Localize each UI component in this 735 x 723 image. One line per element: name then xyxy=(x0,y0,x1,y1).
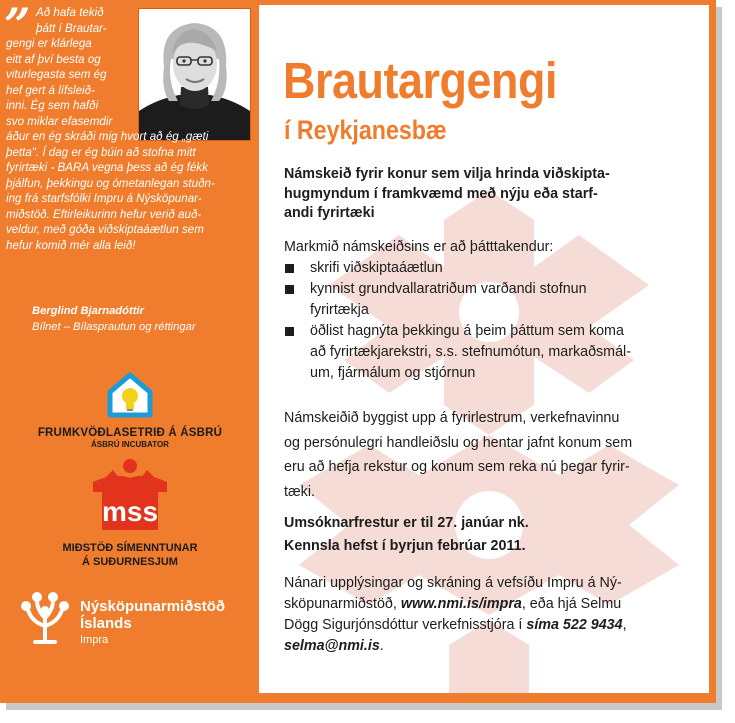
list-item-line: öðlist hagnýta þekkingu á þeim þáttum sem koma xyxy=(310,323,624,339)
quote-line: miðstöð. Eftirleikurinn hefur verið auð- xyxy=(6,207,202,221)
quote-line: þjálfun, þekkingu og ómetanlegan stuðn- xyxy=(6,176,215,190)
mss-logo xyxy=(30,456,230,569)
list-item-line: um, fjármálum og stjórnun xyxy=(310,365,476,381)
logo1-title: FRUMKVÖÐLASETRIÐ Á ÁSBRÚ xyxy=(37,427,223,439)
mss-mark-icon xyxy=(75,456,185,536)
bullet-square-icon xyxy=(285,327,294,336)
quote-line: hefur komið mér alla leið! xyxy=(6,238,136,252)
list-item xyxy=(284,258,696,279)
contact-line xyxy=(284,615,704,636)
start-line: Kennsla hefst í byrjun febrúar 2011. xyxy=(284,537,526,554)
course-description xyxy=(284,406,696,504)
logo2-line1: MIÐSTÖÐ SÍMENNTUNAR xyxy=(62,542,198,554)
quote-line: svo miklar efasemdir xyxy=(6,114,113,128)
quote-line: viturlegasta sem ég xyxy=(6,68,107,81)
list-item-line: skrifi viðskiptaáætlun xyxy=(310,260,443,276)
logo3-country: Íslands xyxy=(80,615,132,632)
quote-line: hef gert á lífsleið- xyxy=(6,83,95,97)
list-item xyxy=(284,321,696,384)
quote-mark-icon: ” xyxy=(4,0,31,52)
author-name: Berglind Bjarnadóttir xyxy=(32,305,144,317)
phone-number[interactable]: síma 522 9434 xyxy=(526,617,623,633)
quote-line: fyrirtæki - BARA vegna þess að ég fékk xyxy=(6,161,208,174)
deadline-line: Umsóknarfrestur er til 27. janúar nk. xyxy=(284,515,529,531)
contact-line xyxy=(284,636,704,657)
quote-line: Að hafa tekið xyxy=(36,6,104,19)
contact-text: , xyxy=(622,617,627,633)
goals-intro: Markmið námskeiðsins er að þátttakendur: xyxy=(284,239,554,255)
house-bulb-icon xyxy=(106,372,154,418)
quote-line: veldur, með góða viðskiptaáætlun sem xyxy=(6,223,204,236)
contact-line: Nánari upplýsingar og skráning á vefsíðu Impru á Ný- xyxy=(284,575,622,591)
logo2-line2: Á SUÐURNESJUM xyxy=(82,556,178,568)
page-title: Brautargengi xyxy=(283,52,558,109)
bullet-square-icon xyxy=(285,264,294,273)
lead-text xyxy=(284,165,689,224)
lead-line: hugmyndum í framkvæmd með nýju eða starf- xyxy=(284,185,598,202)
quote-line: eitt af því besta og xyxy=(6,52,101,66)
mss-mark-text: mss xyxy=(101,496,159,527)
para-line: tæki. xyxy=(284,483,315,500)
quote-line: áður en ég skráði mig hvort að ég „gæti xyxy=(6,130,209,143)
quote-line: þátt í Brautar- xyxy=(36,21,107,35)
contact-line xyxy=(284,594,704,615)
list-item xyxy=(284,279,696,321)
content-panel xyxy=(259,5,709,693)
contact-text: , eða hjá Selmu xyxy=(521,596,622,612)
goals-list xyxy=(284,258,696,384)
email-link[interactable]: selma@nmi.is xyxy=(284,638,380,654)
testimonial-author xyxy=(32,303,196,335)
quote-line: gengi er klárlega xyxy=(6,37,92,50)
page-subtitle: í Reykjanesbæ xyxy=(284,115,447,145)
para-line: og persónulegri handleiðslu og hentar jafnt konum sem xyxy=(284,434,633,451)
contact-text: sköpunarmiðstöð, xyxy=(284,596,401,612)
website-link[interactable]: www.nmi.is/impra xyxy=(400,596,522,612)
contact-info xyxy=(284,573,704,657)
quote-line: þetta". Í dag er ég búin að stofna mitt xyxy=(6,145,196,159)
logo3-unit: Impra xyxy=(80,634,109,646)
deadline-info xyxy=(284,512,696,557)
contact-text: Dögg Sigurjónsdóttur verkefnisstjóra í xyxy=(284,617,527,633)
para-line: Námskeiðið byggist upp á fyrirlestrum, verkefnavinnu xyxy=(284,410,620,426)
list-item-line: að fyrirtækjarekstri, s.s. stefnumótun, markaðsmál- xyxy=(310,344,631,360)
lead-line: Námskeið fyrir konur sem vilja hrinda viðskipta- xyxy=(284,166,610,182)
testimonial-quote xyxy=(6,5,246,253)
lead-line: andi fyrirtæki xyxy=(284,205,375,221)
tree-icon xyxy=(18,592,72,646)
list-item-line: kynnist grundvallaratriðum varðandi stofnun xyxy=(310,281,587,297)
list-item-line: fyrirtækja xyxy=(310,302,369,318)
logo3-name: Nýsköpunarmiðstöð xyxy=(80,598,226,615)
quote-line: ing frá starfsfólki Impru á Nýsköpunar- xyxy=(6,192,202,205)
contact-text: . xyxy=(379,638,384,654)
asbru-incubator-logo xyxy=(20,372,240,449)
sidebar xyxy=(0,0,253,703)
quote-line: inni. Ég sem hafði xyxy=(6,99,99,112)
para-line: eru að hefja rekstur og konum sem reka nú þegar fyrir- xyxy=(284,459,630,475)
logo1-subtitle: ÁSBRÚ INCUBATOR xyxy=(91,440,169,449)
author-company: Bílnet – Bílasprautun og réttingar xyxy=(32,321,196,333)
bullet-square-icon xyxy=(285,285,294,294)
